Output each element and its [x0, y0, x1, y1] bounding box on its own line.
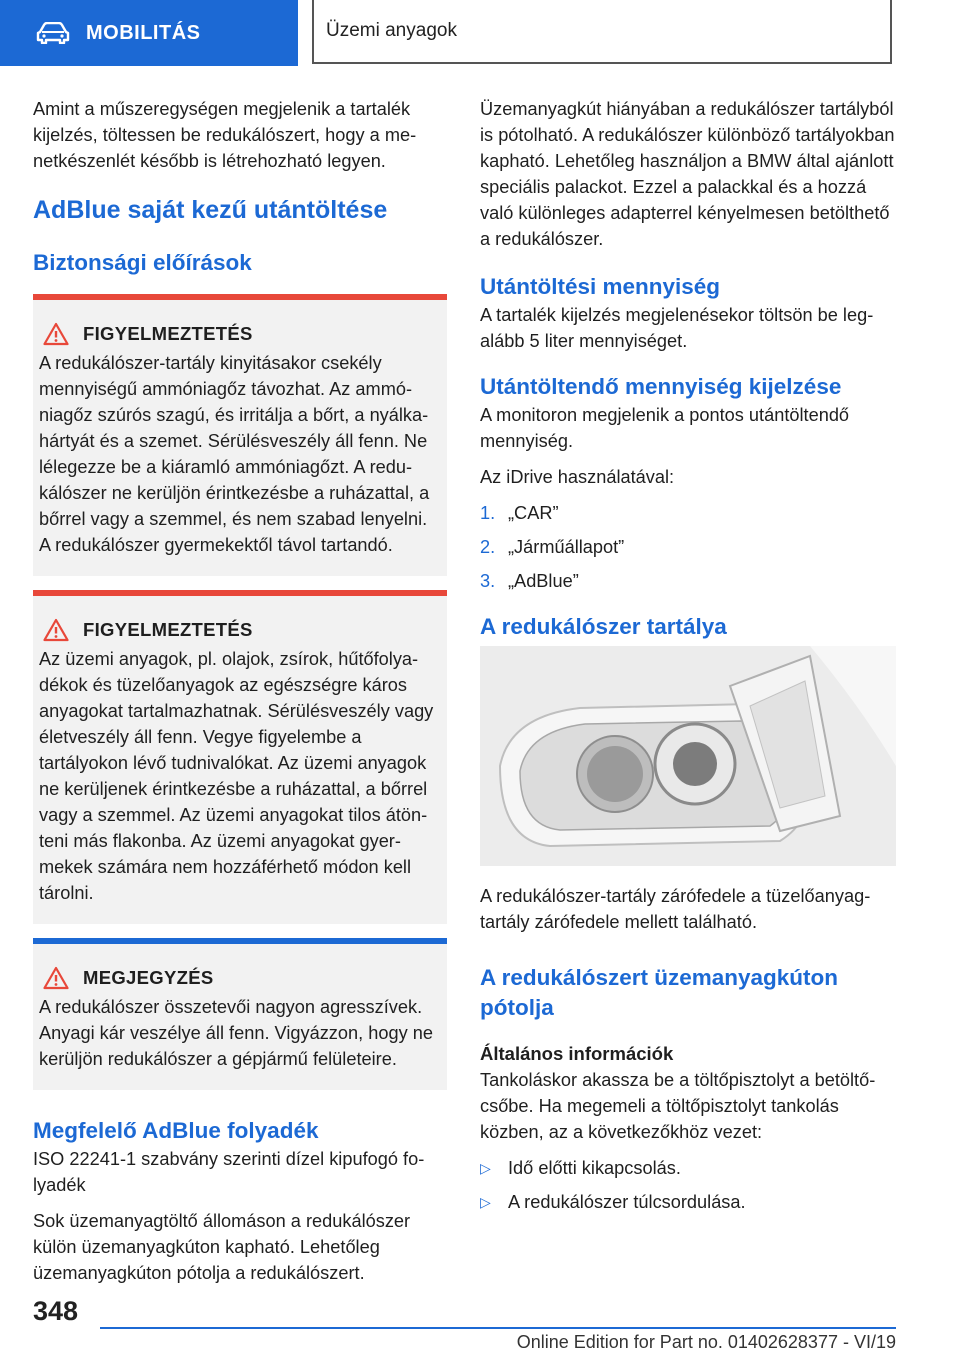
bullet-triangle-icon: ▷: [480, 1194, 491, 1210]
edition-text: Online Edition for Part no. 01402628377 - VI/19: [516, 1332, 896, 1352]
intro-paragraph: Üzemanyagkút hiányában a redukálószer tartályból is pótolható. A redukálószer különböző tartályokban kapható. Lehetőleg használjon a BMW által ajánlott speciális palackot. Ezzel a palackkal és a hozzá való különleges adapterrel kényelmesen betölthető a redukálószer.: [480, 99, 895, 249]
warning-box-1: [33, 294, 447, 576]
quantity-heading: Utántöltési mennyiség: [480, 274, 721, 299]
display-paragraph: A monitoron megjelenik a pontos utántöltendő mennyiség.: [480, 405, 850, 451]
tank-cap-photo: [480, 646, 896, 866]
list-item: ▷ Idő előtti kikapcsolás.: [480, 1155, 896, 1181]
fluid-paragraph-1: ISO 22241-1 szabvány szerinti dízel kipufogó folyadék: [33, 1149, 425, 1195]
section-label: MOBILITÁS: [86, 21, 201, 44]
tank-heading: A redukálószer tartálya: [480, 614, 727, 639]
warning-box-2: [33, 590, 447, 924]
safety-heading: Biztonsági előírások: [33, 250, 252, 275]
list-item: 1. „CAR”: [480, 503, 559, 523]
list-item: 3. „AdBlue”: [480, 571, 579, 591]
note-label: MEGJEGYZÉS: [83, 967, 214, 988]
warning-text: A redukálószer-tartály kinyitásakor csekély mennyiségű ammóniagőz távozhat. Az ammóniagőz szúrós szagú, és irritálja a bőrt, a nyálkahártyát és a szemet. Sérülésveszély áll fenn. Ne lélegezze be a kiáramló ammóniagőzt. A redukálószer ne kerüljön érintkezésbe a ruházattal, a bőrrel vagy a szemmel, és nem szabad lenyelni. A redukálószer gyermekektől távol tartandó.: [39, 353, 430, 555]
car-icon: [36, 22, 70, 44]
pump-heading: A redukálószert üzemanyagkúton pótolja: [480, 965, 839, 1020]
section-tab: [0, 0, 298, 66]
step-list: [480, 500, 896, 594]
idrive-paragraph: Az iDrive használatával:: [480, 467, 675, 487]
note-box: [33, 938, 447, 1090]
note-text: A redukálószer összetevői nagyon agresszívek. Anyagi kár veszélye áll fenn. Vigyázzon, hogy ne kerüljön redukálószer a gépjármű felületeire.: [39, 997, 433, 1069]
list-item: 2. „Járműállapot”: [480, 537, 625, 557]
main-heading: AdBlue saját kezű utántöltése: [33, 196, 388, 224]
list-item: ▷ A redukálószer túlcsordulása.: [480, 1189, 896, 1215]
bullet-list: [480, 1155, 896, 1215]
right-column: [480, 96, 896, 1223]
fluid-paragraph-2: Sok üzemanyagtöltő állomáson a redukálószer külön üzemanyagkúton kapható. Lehetőleg üzemanyagkúton pótolja a redukálószert.: [33, 1211, 411, 1283]
warning-triangle-icon: [43, 966, 69, 990]
chapter-title: Üzemi anyagok: [312, 0, 892, 64]
warning-triangle-icon: [43, 618, 69, 642]
tank-paragraph: A redukálószer-tartály zárófedele a tüzelőanyagtartály zárófedele mellett található.: [480, 886, 871, 932]
warning-text: Az üzemi anyagok, pl. olajok, zsírok, hűtőfolyadékok és tüzelőanyagok az egészségre káros anyagokat tartalmazhatnak. Sérülésveszély vagy életveszély áll fenn. Vegye figyelembe a tartályokon lévő tudnivalókat. Az üzemi anyagok ne kerüljenek érintkezésbe a ruházattal, a bőrrel vagy a szemmel. Az üzemi anyagokat tilos átönteni más flakonba. Az üzemi anyagokat gyermekek számára nem hozzáférhető módon kell tárolni.: [39, 649, 434, 903]
fluid-heading: Megfelelő AdBlue folyadék: [33, 1118, 319, 1143]
general-paragraph: Tankoláskor akassza be a töltőpisztolyt a betöltőcsőbe. Ha megemeli a töltőpisztolyt tankolás közben, az a következőkhöz vezet:: [480, 1070, 876, 1142]
display-heading: Utántöltendő mennyiség kijelzése: [480, 374, 842, 399]
left-column: [33, 96, 447, 1296]
quantity-paragraph: A tartalék kijelzés megjelenésekor töltsön be legalább 5 liter mennyiséget.: [480, 305, 874, 351]
warning-triangle-icon: [43, 322, 69, 346]
intro-paragraph: Amint a műszeregységen megjelenik a tartalék kijelzés, töltessen be redukálószert, hogy a menetkészenlét később is létrehozható legyen.: [33, 99, 417, 171]
warning-label: FIGYELMEZTETÉS: [83, 323, 253, 344]
footer-divider: [100, 1327, 896, 1329]
bullet-triangle-icon: ▷: [480, 1160, 491, 1176]
page-number: 348: [33, 1296, 79, 1326]
warning-label: FIGYELMEZTETÉS: [83, 619, 253, 640]
general-info-heading: Általános információk: [480, 1043, 674, 1064]
